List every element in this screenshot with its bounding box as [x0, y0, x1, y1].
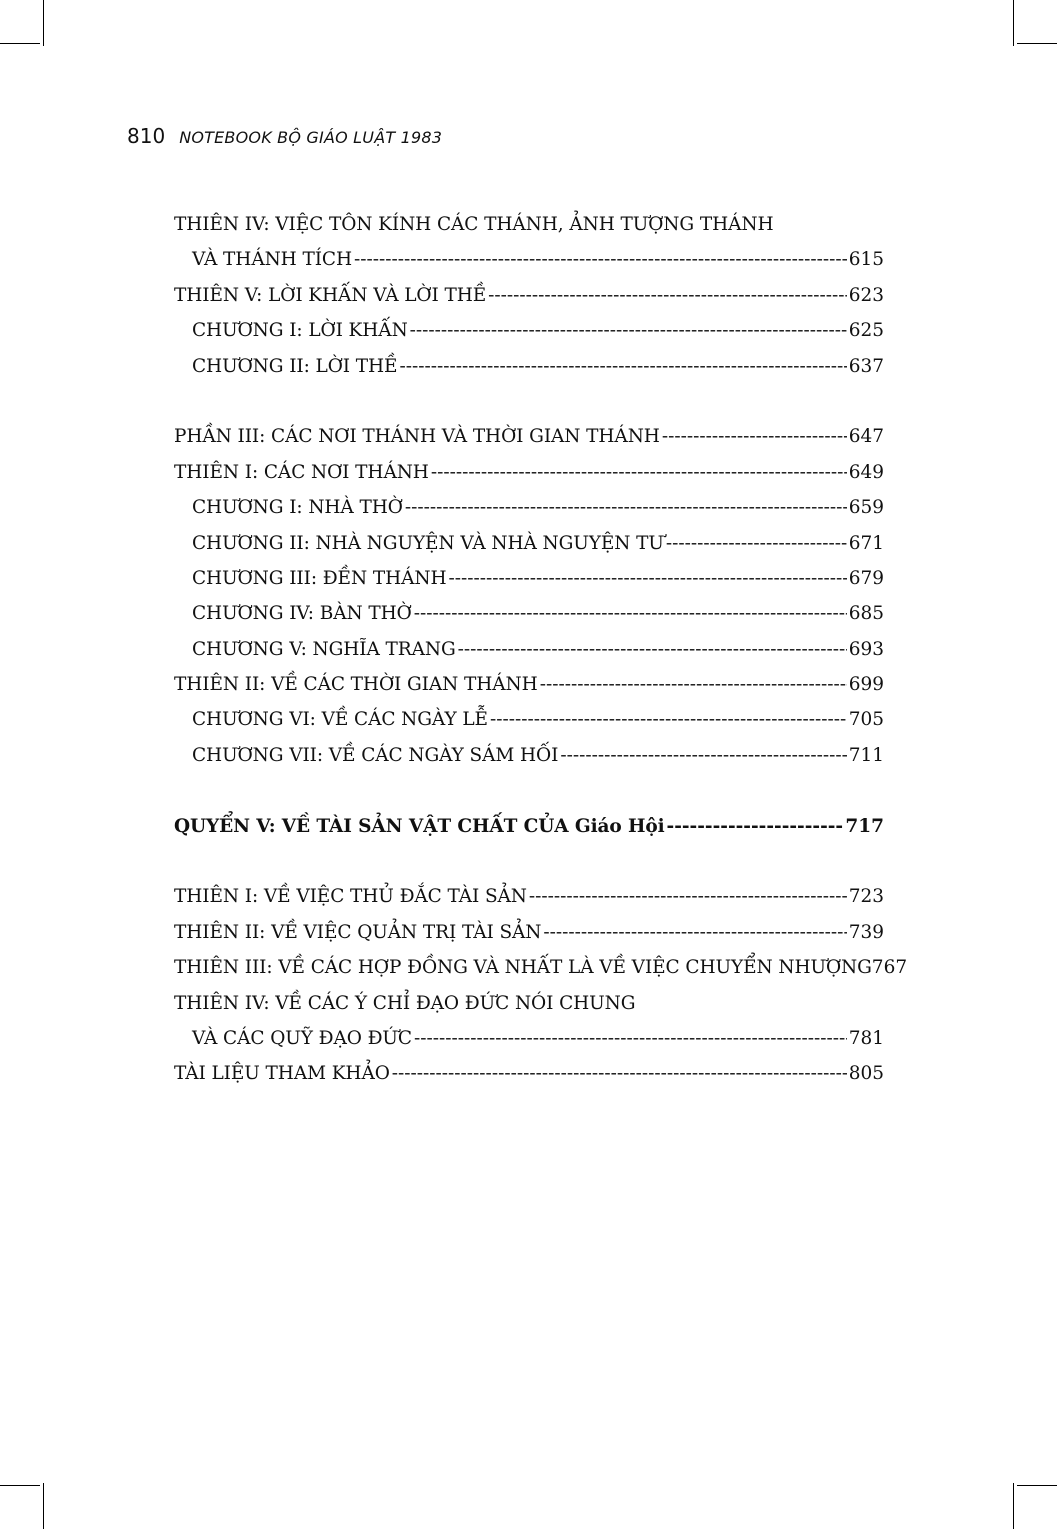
toc-entry-page: 739: [848, 921, 884, 943]
toc-entry-label: THIÊN III: VỀ CÁC HỢP ĐỒNG VÀ NHẤT LÀ VỀ VIỆC CHUYỂN NHƯỢNG: [174, 957, 872, 979]
toc-entry-label: VÀ THÁNH TÍCH: [192, 249, 353, 271]
toc-leader: [488, 278, 847, 313]
toc-entry-label: THIÊN I: VỀ VIỆC THỦ ĐẮC TÀI SẢN: [174, 886, 527, 908]
toc-entry-page: 615: [848, 249, 884, 271]
toc-entry: [174, 596, 884, 631]
toc-entry-label: VÀ CÁC QUỸ ĐẠO ĐỨC: [192, 1027, 412, 1049]
toc-entry-label: THIÊN IV: VỀ CÁC Ý CHỈ ĐẠO ĐỨC NÓI CHUNG: [174, 992, 636, 1014]
toc-entry-label: PHẦN III: CÁC NƠI THÁNH VÀ THỜI GIAN THÁNH: [174, 426, 660, 448]
running-title: NOTEBOOK BỘ GIÁO LUẬT 1983: [179, 128, 443, 147]
table-of-contents: [174, 207, 908, 1092]
crop-mark-bottom-right-vertical: [1013, 1483, 1014, 1529]
toc-leader: [667, 809, 844, 844]
toc-entry: [174, 915, 884, 950]
toc-leader: [392, 1056, 847, 1091]
page-header: [127, 124, 442, 148]
toc-entry-page: 625: [848, 320, 884, 342]
toc-entry-page: 717: [845, 815, 884, 837]
toc-leader: [399, 349, 846, 384]
crop-mark-bottom-left-vertical: [43, 1483, 44, 1529]
toc-entry-page: 623: [848, 284, 884, 306]
toc-leader: [414, 1021, 847, 1056]
toc-entry-label: CHƯƠNG IV: BÀN THỜ: [192, 603, 412, 625]
toc-entry-page: 637: [848, 355, 884, 377]
toc-entry: [174, 313, 884, 348]
toc-entry-label: THIÊN I: CÁC NƠI THÁNH: [174, 461, 429, 483]
toc-entry: [174, 879, 884, 914]
toc-leader: [449, 561, 847, 596]
toc-entry: [174, 1021, 884, 1056]
toc-leader: [414, 596, 847, 631]
toc-entry-page: 705: [848, 709, 884, 731]
toc-entry-label: THIÊN II: VỀ CÁC THỜI GIAN THÁNH: [174, 674, 538, 696]
toc-leader: [354, 242, 847, 277]
toc-entry-page: 693: [848, 638, 884, 660]
page-number: 810: [127, 124, 166, 148]
toc-entry-page: 647: [848, 426, 884, 448]
toc-entry: [174, 1056, 884, 1091]
toc-entry-page: 805: [848, 1063, 884, 1085]
toc-entry-label: CHƯƠNG I: LỜI KHẤN: [192, 320, 408, 342]
toc-entry: [174, 207, 884, 242]
toc-entry: [174, 738, 884, 773]
toc-entry-label: THIÊN V: LỜI KHẤN VÀ LỜI THỀ: [174, 284, 487, 306]
crop-mark-top-right-vertical: [1013, 0, 1014, 46]
toc-entry: [174, 986, 884, 1021]
crop-mark-top-left-vertical: [43, 0, 44, 46]
toc-entry: [174, 455, 884, 490]
toc-leader: [666, 526, 847, 561]
toc-leader: [543, 915, 846, 950]
toc-entry-label: CHƯƠNG I: NHÀ THỜ: [192, 497, 403, 519]
toc-entry-label: TÀI LIỆU THAM KHẢO: [174, 1063, 390, 1085]
toc-entry-label: CHƯƠNG V: NGHĨA TRANG: [192, 638, 456, 660]
toc-entry: [174, 809, 884, 844]
toc-entry: [174, 242, 884, 277]
toc-leader: [529, 879, 847, 914]
toc-leader: [490, 702, 847, 737]
toc-entry-label: CHƯƠNG VI: VỀ CÁC NGÀY LỄ: [192, 709, 488, 731]
toc-entry-label: CHƯƠNG II: LỜI THỀ: [192, 355, 398, 377]
toc-entry-label: CHƯƠNG VII: VỀ CÁC NGÀY SÁM HỐI: [192, 744, 559, 766]
toc-entry: [174, 702, 884, 737]
toc-entry: [174, 419, 884, 454]
toc-entry: [174, 278, 884, 313]
toc-entry-label: THIÊN II: VỀ VIỆC QUẢN TRỊ TÀI SẢN: [174, 921, 542, 943]
crop-mark-top-right-horizontal: [1017, 43, 1057, 44]
toc-leader: [540, 667, 847, 702]
toc-leader: [405, 490, 847, 525]
toc-entry-page: 679: [848, 567, 884, 589]
toc-entry-label: QUYỂN V: VỀ TÀI SẢN VẬT CHẤT CỦA Giáo Hội: [174, 815, 665, 837]
toc-entry-page: 723: [848, 886, 884, 908]
toc-entry-label: CHƯƠNG II: NHÀ NGUYỆN VÀ NHÀ NGUYỆN TƯ: [192, 532, 664, 554]
crop-mark-bottom-left-horizontal: [0, 1485, 40, 1486]
crop-mark-bottom-right-horizontal: [1017, 1485, 1057, 1486]
toc-entry: [174, 349, 884, 384]
toc-entry-page: 685: [848, 603, 884, 625]
toc-entry-label: THIÊN IV: VIỆC TÔN KÍNH CÁC THÁNH, ẢNH TƯỢNG THÁNH: [174, 214, 774, 235]
toc-entry-page: 659: [848, 497, 884, 519]
crop-mark-top-left-horizontal: [0, 43, 40, 44]
toc-entry-page: 649: [848, 461, 884, 483]
toc-leader: [431, 455, 847, 490]
toc-entry: [174, 490, 884, 525]
toc-entry-page: 671: [848, 532, 884, 554]
toc-leader: [560, 738, 846, 773]
toc-entry-page: 781: [848, 1027, 884, 1049]
toc-leader: [458, 632, 847, 667]
toc-entry-page: 699: [848, 674, 884, 696]
toc-leader: [410, 313, 847, 348]
toc-entry-page: 767: [871, 957, 908, 979]
toc-entry-label: CHƯƠNG III: ĐỀN THÁNH: [192, 567, 447, 589]
toc-leader: [662, 419, 847, 454]
toc-entry: [174, 667, 884, 702]
toc-entry: [174, 526, 884, 561]
toc-entry-page: 711: [848, 744, 884, 766]
toc-entry: [174, 632, 884, 667]
toc-entry: [174, 950, 908, 985]
toc-entry: [174, 561, 884, 596]
